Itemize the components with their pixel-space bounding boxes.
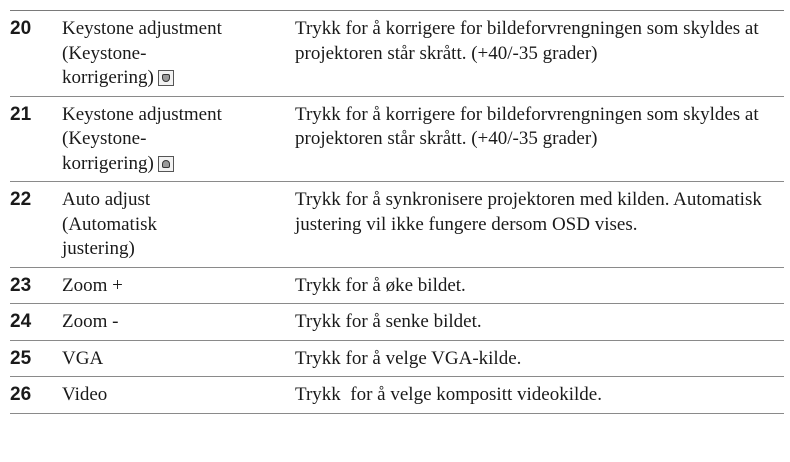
item-name-line: Keystone adjustment — [62, 103, 222, 125]
item-number: 25 — [10, 340, 62, 377]
item-number: 20 — [10, 11, 62, 97]
item-name-line: korrigering) — [62, 67, 154, 88]
item-name: Zoom - — [62, 304, 295, 341]
item-description: Trykk for å velge kompositt videokilde. — [295, 377, 784, 414]
table-row — [10, 340, 784, 377]
table-row — [10, 377, 784, 414]
item-number: 23 — [10, 267, 62, 304]
item-number: 22 — [10, 182, 62, 268]
item-description: Trykk for å øke bildet. — [295, 267, 784, 304]
remote-buttons-table — [10, 10, 784, 414]
item-name: Zoom + — [62, 267, 295, 304]
table-row — [10, 11, 784, 97]
item-name — [62, 96, 295, 182]
item-name — [62, 11, 295, 97]
item-name: VGA — [62, 340, 295, 377]
item-name-line: Keystone adjustment — [62, 18, 222, 39]
item-description: Trykk for å korrigere for bildeforvrengningen som skyldes at projektoren står skrått. (+40/-35 grader) — [295, 11, 784, 97]
item-name-line: korrigering) — [62, 152, 154, 174]
item-description: Trykk for å velge VGA-kilde. — [295, 340, 784, 377]
item-name — [62, 182, 295, 268]
table-row — [10, 182, 784, 268]
item-name-line: Auto adjust — [62, 189, 151, 210]
item-name: Video — [62, 377, 295, 414]
table-row — [10, 304, 784, 341]
item-name-line: (Keystone- — [62, 128, 147, 149]
table-row — [10, 96, 784, 182]
item-description: Trykk for å korrigere for bildeforvrengningen som skyldes at projektoren står skrått. (+40/-35 grader) — [295, 96, 784, 182]
item-number: 24 — [10, 304, 62, 341]
item-number: 26 — [10, 377, 62, 414]
keystone-down-icon — [158, 70, 174, 86]
item-name-line: (Automatisk — [62, 213, 157, 235]
item-number: 21 — [10, 96, 62, 182]
item-description: Trykk for å synkronisere projektoren med kilden. Automatisk justering vil ikke fungere dersom OSD vises. — [295, 182, 784, 268]
item-name-line: justering) — [62, 238, 135, 259]
table-row — [10, 267, 784, 304]
item-description: Trykk for å senke bildet. — [295, 304, 784, 341]
item-name-line: (Keystone- — [62, 42, 147, 64]
keystone-up-icon — [158, 156, 174, 172]
